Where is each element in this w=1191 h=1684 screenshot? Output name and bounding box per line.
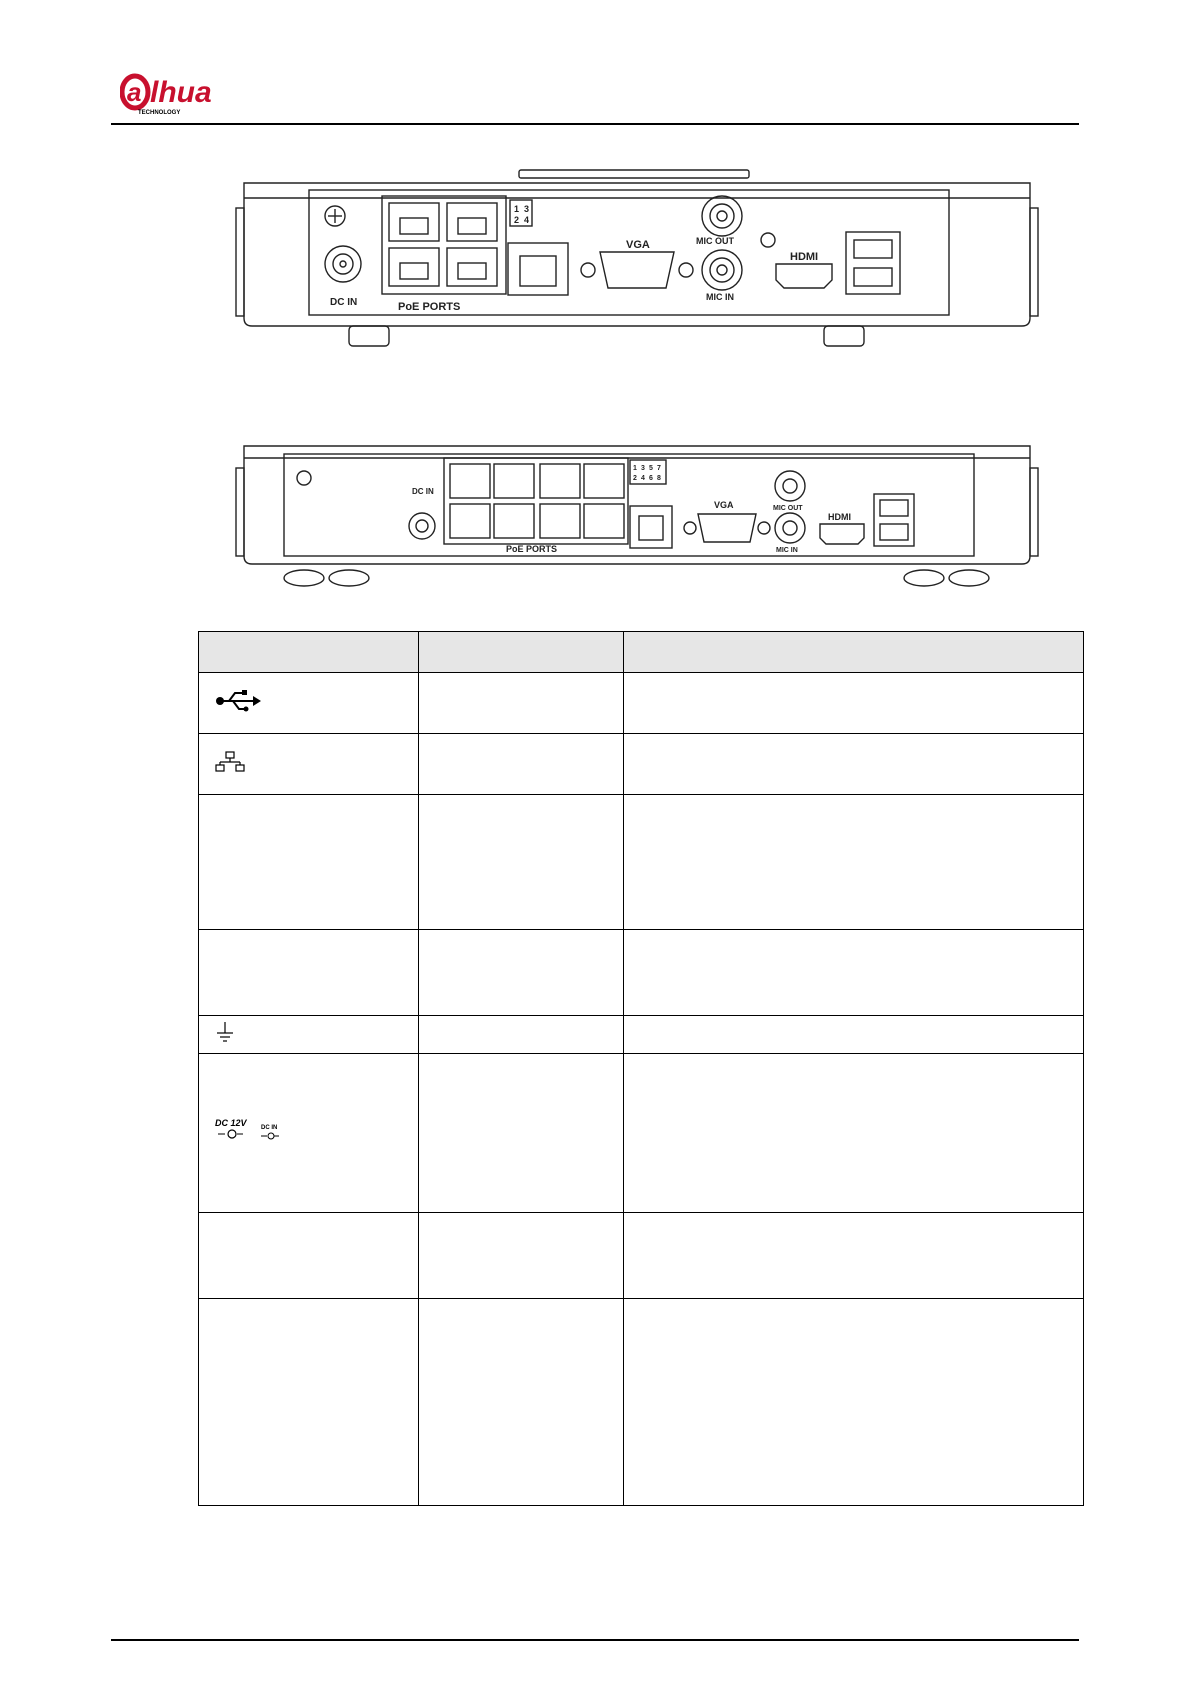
table-cell bbox=[624, 734, 1084, 795]
table-row bbox=[199, 1299, 1084, 1506]
table-cell bbox=[199, 1054, 419, 1213]
table-header-cell bbox=[199, 632, 419, 673]
table-cell bbox=[419, 795, 624, 930]
panel-bottom-port-num-4: 4 bbox=[641, 475, 645, 482]
rear-panel-8port bbox=[234, 438, 1040, 588]
network-icon bbox=[215, 751, 245, 773]
table-cell bbox=[419, 1213, 624, 1299]
table-cell bbox=[624, 1054, 1084, 1213]
panel-top-hdmi-label: HDMI bbox=[790, 251, 819, 263]
table-header-cell bbox=[419, 632, 624, 673]
panel-bottom-port-num-1: 1 bbox=[633, 465, 637, 472]
panel-bottom-port-num-3: 3 bbox=[641, 465, 645, 472]
table-cell bbox=[419, 734, 624, 795]
table-cell bbox=[624, 1016, 1084, 1054]
table-row bbox=[199, 930, 1084, 1016]
table-cell bbox=[199, 930, 419, 1016]
panel-bottom-mic-in-label: MIC IN bbox=[776, 547, 798, 554]
table-cell bbox=[199, 1299, 419, 1506]
panel-bottom-port-num-5: 5 bbox=[649, 465, 653, 472]
table-cell bbox=[199, 795, 419, 930]
svg-text:TECHNOLOGY: TECHNOLOGY bbox=[138, 110, 181, 116]
usb-icon bbox=[215, 690, 261, 712]
table-cell bbox=[199, 1213, 419, 1299]
table-row bbox=[199, 1054, 1084, 1213]
table-header-cell bbox=[624, 632, 1084, 673]
table-cell bbox=[624, 1299, 1084, 1506]
panel-top-port-num-1: 1 bbox=[514, 204, 520, 214]
table-cell bbox=[419, 930, 624, 1016]
table-cell bbox=[199, 673, 419, 734]
port-table bbox=[198, 631, 1084, 1506]
header-rule bbox=[111, 123, 1079, 125]
table-cell bbox=[624, 930, 1084, 1016]
dc-12v-label: DC 12V bbox=[215, 1117, 247, 1128]
panel-top-port-num-2: 2 bbox=[514, 215, 520, 225]
svg-text:lhua: lhua bbox=[150, 76, 212, 109]
panel-bottom-port-num-8: 8 bbox=[657, 475, 661, 482]
panel-bottom-dc-in-label: DC IN bbox=[412, 487, 434, 496]
panel-top-dc-in-label: DC IN bbox=[330, 297, 358, 308]
panel-bottom-poe-label: PoE PORTS bbox=[506, 544, 558, 554]
panel-bottom-mic-out-label: MIC OUT bbox=[773, 505, 803, 512]
table-cell bbox=[624, 795, 1084, 930]
table-row bbox=[199, 1213, 1084, 1299]
table-cell bbox=[419, 1054, 624, 1213]
panel-bottom-hdmi-label: HDMI bbox=[828, 512, 851, 522]
dc-power-icon bbox=[215, 1116, 295, 1146]
dc-in-label: DC IN bbox=[261, 1124, 278, 1131]
table-cell bbox=[419, 1016, 624, 1054]
table-row bbox=[199, 734, 1084, 795]
panel-bottom-port-num-7: 7 bbox=[657, 465, 661, 472]
table-row bbox=[199, 795, 1084, 930]
panel-bottom-port-num-6: 6 bbox=[649, 475, 653, 482]
panel-bottom-port-num-2: 2 bbox=[633, 475, 637, 482]
panel-top-port-num-3: 3 bbox=[524, 204, 530, 214]
panel-top-vga-label: VGA bbox=[626, 239, 650, 251]
panel-top-mic-out-label: MIC OUT bbox=[696, 236, 734, 246]
table-cell bbox=[419, 1299, 624, 1506]
panel-top-mic-in-label: MIC IN bbox=[706, 292, 734, 302]
panel-bottom-vga-label: VGA bbox=[714, 500, 734, 510]
panel-top-poe-label: PoE PORTS bbox=[398, 301, 461, 313]
ground-icon bbox=[215, 1021, 235, 1043]
table-row bbox=[199, 1016, 1084, 1054]
table-row bbox=[199, 673, 1084, 734]
table-cell bbox=[199, 734, 419, 795]
table-cell bbox=[624, 673, 1084, 734]
table-cell bbox=[419, 673, 624, 734]
table-header-row bbox=[199, 632, 1084, 673]
footer-rule bbox=[111, 1639, 1079, 1641]
brand-logo bbox=[120, 70, 260, 120]
table-cell bbox=[624, 1213, 1084, 1299]
svg-text:a: a bbox=[127, 77, 142, 107]
panel-top-port-num-4: 4 bbox=[524, 215, 530, 225]
rear-panel-4port bbox=[234, 168, 1040, 363]
table-cell bbox=[199, 1016, 419, 1054]
